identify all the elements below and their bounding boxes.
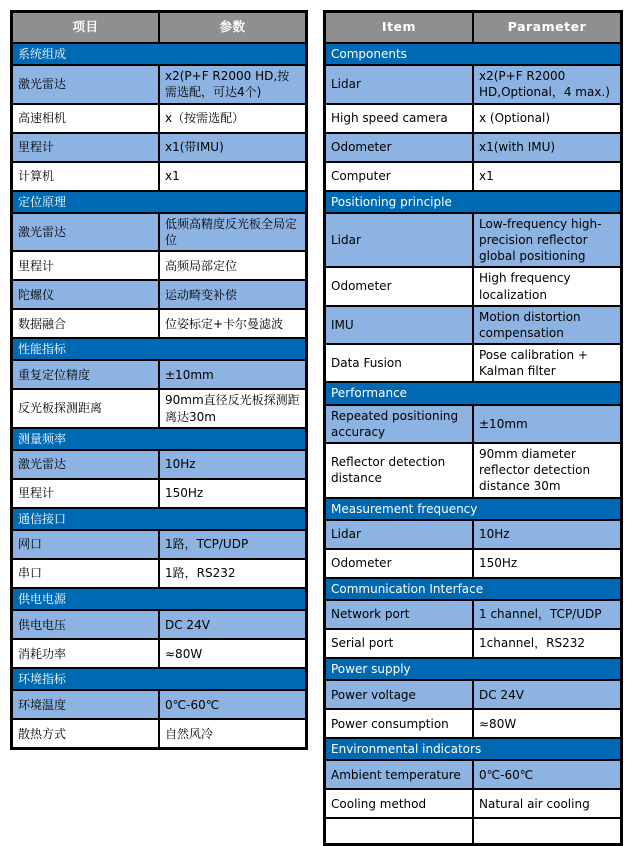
spec-parameter-value: ≈80W (159, 639, 307, 668)
spec-row (12, 610, 307, 639)
section-row (325, 578, 622, 600)
spec-parameter-value: 10Hz (473, 520, 622, 549)
spec-row (325, 65, 622, 103)
parameter-column-header: 参数 (159, 12, 307, 44)
spec-item-label: Lidar (325, 65, 474, 103)
parameter-column-header: Parameter (473, 12, 622, 44)
spec-parameter-value: x2(P+F R2000 HD,Optional，4 max.) (473, 65, 622, 103)
spec-item-label: Cooling method (325, 789, 474, 818)
spec-parameter-value: Pose calibration + Kalman filter (473, 344, 622, 382)
section-title: Environmental indicators (325, 738, 622, 760)
spec-parameter-value: ±10mm (473, 405, 622, 443)
spec-parameter-value: 10Hz (159, 450, 307, 479)
spec-parameter-value: 高频局部定位 (159, 251, 307, 280)
spec-row (325, 133, 622, 162)
spec-parameter-value: Motion distortion compensation (473, 306, 622, 344)
spec-row (12, 65, 307, 103)
spec-item-label: Odometer (325, 549, 474, 578)
spec-parameter-value: x2(P+F R2000 HD,按需选配，可达4个) (159, 65, 307, 103)
spec-item-label: 网口 (12, 530, 160, 559)
spec-row (12, 450, 307, 479)
section-title: Power supply (325, 658, 622, 680)
spec-item-label: Power voltage (325, 680, 474, 709)
spec-item-label: Repeated positioning accuracy (325, 405, 474, 443)
spec-row (325, 680, 622, 709)
spec-parameter-value (473, 818, 622, 845)
spec-item-label: Serial port (325, 629, 474, 658)
spec-item-label: 里程计 (12, 133, 160, 162)
spec-parameter-value: 运动畸变补偿 (159, 280, 307, 309)
spec-item-label: Odometer (325, 133, 474, 162)
spec-item-label: 消耗功率 (12, 639, 160, 668)
spec-item-label (325, 818, 474, 845)
spec-row (325, 600, 622, 629)
spec-item-label: Odometer (325, 267, 474, 305)
spec-item-label: 高速相机 (12, 104, 160, 133)
spec-parameter-value: x (Optional) (473, 104, 622, 133)
spec-item-label: 数据融合 (12, 309, 160, 338)
spec-row (12, 162, 307, 191)
section-row (325, 738, 622, 760)
spec-item-label: 激光雷达 (12, 65, 160, 103)
spec-parameter-value: High frequency localization (473, 267, 622, 305)
section-title: Performance (325, 382, 622, 404)
spec-row (12, 213, 307, 251)
spec-row (12, 639, 307, 668)
spec-row (325, 709, 622, 738)
spec-row (325, 760, 622, 789)
spec-parameter-value: DC 24V (473, 680, 622, 709)
spec-row (325, 267, 622, 305)
spec-item-label: High speed camera (325, 104, 474, 133)
section-title: Components (325, 43, 622, 65)
spec-item-label: Lidar (325, 520, 474, 549)
spec-parameter-value: x（按需选配） (159, 104, 307, 133)
section-row (12, 338, 307, 360)
spec-item-label: 激光雷达 (12, 213, 160, 251)
section-title: 通信接口 (12, 508, 307, 530)
spec-row (325, 443, 622, 498)
spec-parameter-value: 90mm diameter reflector detection distance 30m (473, 443, 622, 498)
spec-item-label: IMU (325, 306, 474, 344)
spec-parameter-value: 1路，TCP/UDP (159, 530, 307, 559)
spec-item-label: Ambient temperature (325, 760, 474, 789)
section-row (325, 498, 622, 520)
spec-item-label: Reflector detection distance (325, 443, 474, 498)
spec-item-label: 反光板探测距离 (12, 389, 160, 427)
spec-row (12, 719, 307, 749)
item-column-header: 项目 (12, 12, 160, 44)
spec-table-chinese (10, 10, 308, 750)
spec-row (325, 344, 622, 382)
section-title: Communication Interface (325, 578, 622, 600)
spec-item-label: Lidar (325, 213, 474, 268)
spec-parameter-value: DC 24V (159, 610, 307, 639)
spec-row (12, 280, 307, 309)
spec-row (12, 133, 307, 162)
section-title: 测量频率 (12, 428, 307, 450)
spec-row (325, 306, 622, 344)
item-column-header: Item (325, 12, 474, 44)
spec-row (325, 213, 622, 268)
spec-row (12, 389, 307, 427)
spec-item-label: Data Fusion (325, 344, 474, 382)
section-row (12, 508, 307, 530)
spec-parameter-value: Natural air cooling (473, 789, 622, 818)
section-row (325, 658, 622, 680)
section-row (12, 588, 307, 610)
section-row (325, 191, 622, 213)
spec-item-label: 计算机 (12, 162, 160, 191)
header-row (325, 12, 622, 44)
spec-row (12, 530, 307, 559)
spec-item-label: 供电电压 (12, 610, 160, 639)
spec-parameter-value: 低频高精度反光板全局定位 (159, 213, 307, 251)
spec-parameter-value: 150Hz (473, 549, 622, 578)
spec-item-label: Computer (325, 162, 474, 191)
section-title: 性能指标 (12, 338, 307, 360)
spec-row (325, 520, 622, 549)
spec-parameter-value: x1 (473, 162, 622, 191)
spec-item-label: 陀螺仪 (12, 280, 160, 309)
spec-item-label: 散热方式 (12, 719, 160, 749)
spec-item-label: 里程计 (12, 479, 160, 508)
section-title: 环境指标 (12, 668, 307, 690)
spec-row (325, 549, 622, 578)
spec-row (12, 309, 307, 338)
spec-parameter-value: 0℃-60℃ (473, 760, 622, 789)
spec-parameter-value: ±10mm (159, 360, 307, 389)
spec-parameter-value: x1(带IMU) (159, 133, 307, 162)
spec-parameter-value: ≈80W (473, 709, 622, 738)
spec-parameter-value: x1 (159, 162, 307, 191)
spec-row (12, 479, 307, 508)
spec-parameter-value: x1(with IMU) (473, 133, 622, 162)
spec-item-label: 重复定位精度 (12, 360, 160, 389)
clipped-partial-row (325, 818, 622, 845)
spec-parameter-value: 位姿标定+卡尔曼滤波 (159, 309, 307, 338)
header-row (12, 12, 307, 44)
spec-parameter-value: 150Hz (159, 479, 307, 508)
section-row (12, 428, 307, 450)
spec-parameter-value: Low-frequency high-precision reflector global positioning (473, 213, 622, 268)
spec-item-label: 串口 (12, 559, 160, 588)
section-title: 供电电源 (12, 588, 307, 610)
spec-row (12, 690, 307, 719)
spec-item-label: 环境温度 (12, 690, 160, 719)
spec-table-english (323, 10, 623, 846)
spec-parameter-value: 自然风冷 (159, 719, 307, 749)
spec-row (325, 789, 622, 818)
spec-row (325, 162, 622, 191)
spec-row (325, 405, 622, 443)
spec-item-label: Power consumption (325, 709, 474, 738)
section-title: Measurement frequency (325, 498, 622, 520)
spec-row (12, 559, 307, 588)
spec-parameter-value: 1channel，RS232 (473, 629, 622, 658)
section-title: Positioning principle (325, 191, 622, 213)
spec-row (12, 251, 307, 280)
spec-parameter-value: 0℃-60℃ (159, 690, 307, 719)
section-row (12, 43, 307, 65)
spec-item-label: 激光雷达 (12, 450, 160, 479)
section-row (325, 43, 622, 65)
section-title: 定位原理 (12, 191, 307, 213)
spec-item-label: 里程计 (12, 251, 160, 280)
section-row (12, 668, 307, 690)
spec-item-label: Network port (325, 600, 474, 629)
section-row (12, 191, 307, 213)
section-title: 系统组成 (12, 43, 307, 65)
spec-row (12, 360, 307, 389)
spec-parameter-value: 1路，RS232 (159, 559, 307, 588)
section-row (325, 382, 622, 404)
spec-row (325, 104, 622, 133)
spec-parameter-value: 1 channel，TCP/UDP (473, 600, 622, 629)
spec-row (12, 104, 307, 133)
spec-parameter-value: 90mm直径反光板探测距离达30m (159, 389, 307, 427)
spec-row (325, 629, 622, 658)
